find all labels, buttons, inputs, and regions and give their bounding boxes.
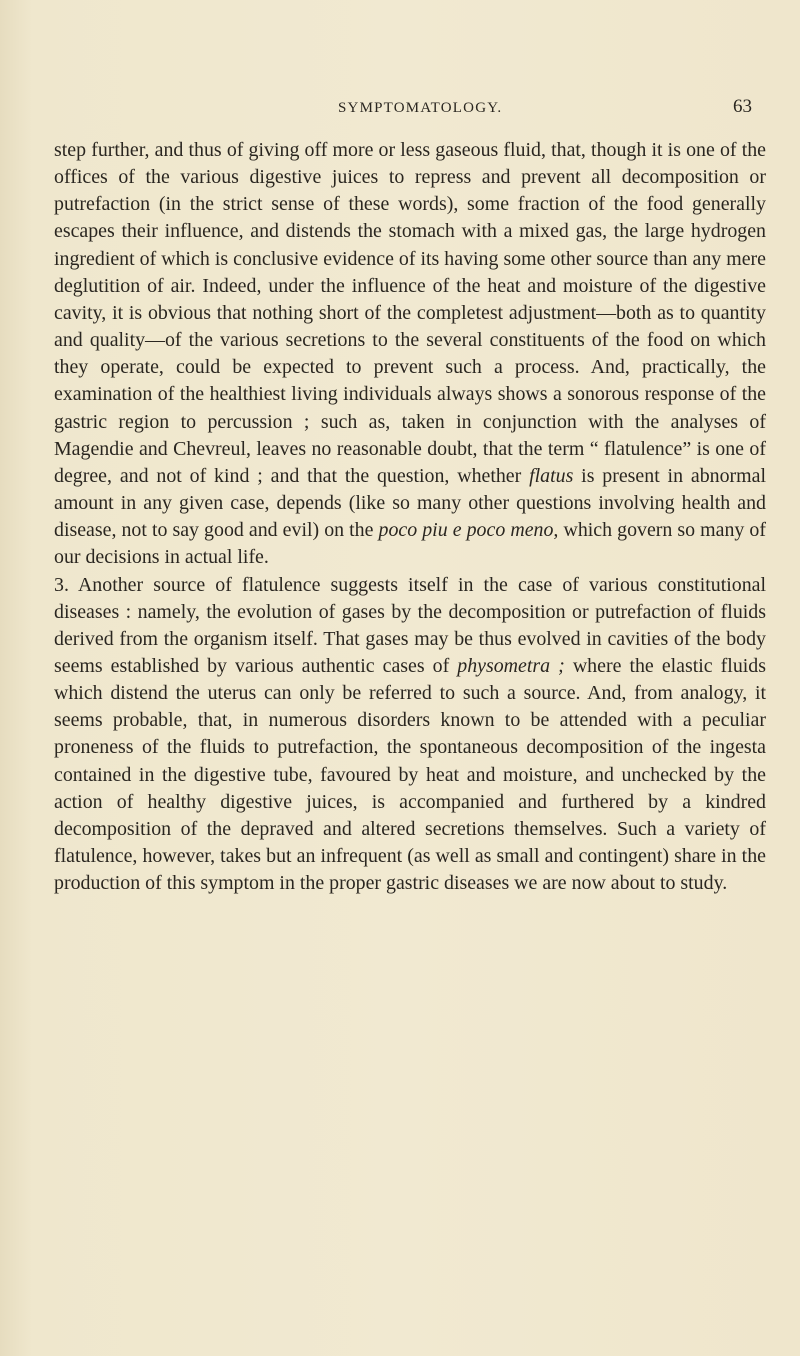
- text-run: step further, and thus of giving off more or less gaseous fluid, that, though it is one of the offices of the various digestive juices to repress and prevent all decomposition or putrefaction (in the strict sense of these words), some fraction of the food generally escapes their influence, and distends the stomach with a mixed gas, the large hydrogen ingredient of which is conclusive evidence of its having some other source than any mere deglutition of air. Indeed, under the influence of the heat and moisture of the digestive cavity, it is obvious that nothing short of the completest adjustment—both as to quantity and quality—of the various secretions to the several constituents of the food on which they operate, could be expected to prevent such a process. And, practically, the examination of the healthiest living individuals always shows a sonorous response of the gastric region to percussion ; such as, taken in conjunction with the analyses of Magendie and Chevreul, leaves no reasonable doubt, that the term “ flatulence” is one of degree, and not of kind ; and that the question, whether: [54, 139, 766, 487]
- italic-phrase-poco-piu: poco piu e poco meno,: [378, 519, 559, 542]
- paragraph-section-3: [54, 572, 766, 898]
- paragraph-continuation: [54, 137, 766, 572]
- text-run: which govern so many of our decisions in actual life.: [54, 519, 766, 569]
- running-head: SYMPTOMATOLOGY.: [338, 100, 503, 116]
- page-number: 63: [733, 96, 752, 117]
- text-run: where the elastic fluids which distend the uterus can only be referred to such a source. And, from analogy, it seems probable, that, in numerous disorders known to be attended with a peculiar proneness of the fluids to putrefaction, the spontaneous decomposition of the ingesta contained in the digestive tube, favoured by heat and moisture, and unchecked by the action of healthy digestive juices, is accompanied and furthered by a kindred decomposition of the depraved and altered secretions themselves. Such a variety of flatulence, however, takes but an infrequent (as well as small and contingent) share in the production of this symptom in the proper gastric diseases we are now about to study.: [54, 654, 766, 895]
- body-text: [54, 137, 766, 897]
- italic-term-flatus: flatus: [529, 464, 574, 487]
- page-header: [0, 96, 800, 126]
- italic-term-physometra: physometra ;: [457, 654, 565, 677]
- text-run: 3. Another source of flatulence suggests itself in the case of various constitutional diseases : namely, the evolution of gases by the decomposition or putrefaction of fluids derived from the organism itself. That gases may be thus evolved in cavities of the body seems established by various authentic cases of: [54, 573, 766, 677]
- text-run: is present in abnormal amount in any given case, depends (like so many other questions involving health and disease, not to say good and evil) on the: [54, 464, 766, 542]
